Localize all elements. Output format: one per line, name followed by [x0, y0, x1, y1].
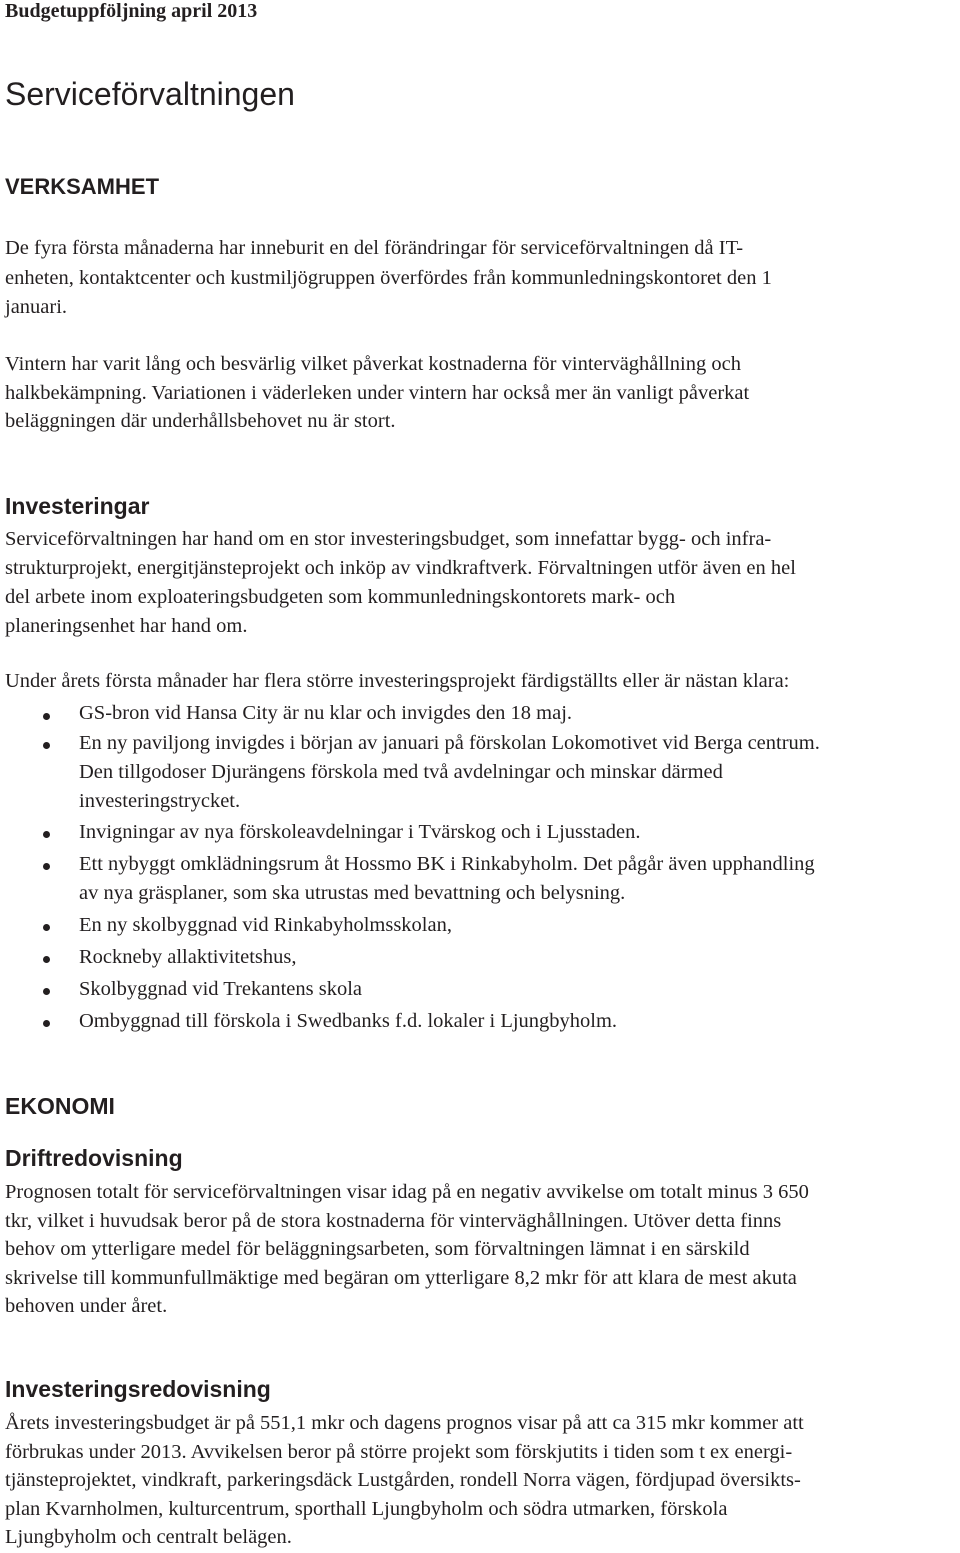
subheading-investeringsredovisning: Investeringsredovisning: [5, 1376, 271, 1402]
bullet-list-intro: Under årets första månader har flera större investeringsprojekt färdigställts eller är nästan klara:: [5, 670, 790, 692]
text-line: del arbete inom exploateringsbudgeten som kommunledningskontorets mark- och: [5, 586, 676, 608]
bullet-icon: [43, 988, 50, 995]
list-item-text: GS-bron vid Hansa City är nu klar och invigdes den 18 maj.: [79, 702, 573, 724]
list-item-text: av nya gräsplaner, som ska utrustas med bevattning och belysning.: [79, 882, 626, 904]
bullet-icon: [43, 1020, 50, 1027]
text-line: januari.: [5, 296, 68, 318]
bullet-icon: [43, 742, 50, 749]
text-line: De fyra första månaderna har inneburit en del förändringar för serviceförvaltningen då IT-: [5, 237, 744, 259]
text-line: behov om ytterligare medel för beläggningsarbeten, som förvaltningen lämnat i en särskild: [5, 1238, 750, 1260]
text-line: skrivelse till kommunfullmäktige med begäran om ytterligare 8,2 mkr för att klara de mest akuta: [5, 1267, 797, 1289]
section-heading-ekonomi: EKONOMI: [5, 1093, 115, 1119]
text-line: Serviceförvaltningen har hand om en stor investeringsbudget, som innefattar bygg- och infra-: [5, 528, 772, 550]
text-line: beläggningen där underhållsbehovet nu är stort.: [5, 410, 396, 432]
section-heading-investeringar: Investeringar: [5, 493, 150, 519]
page-title: Serviceförvaltningen: [5, 76, 295, 112]
bullet-icon: [43, 713, 50, 720]
text-line: planeringsenhet har hand om.: [5, 615, 248, 637]
list-item-text: Den tillgodoser Djurängens förskola med två avdelningar och minskar därmed: [79, 761, 723, 783]
text-line: Prognosen totalt för serviceförvaltningen visar idag på en negativ avvikelse om totalt minus 3 650: [5, 1181, 809, 1203]
text-line: Ljungbyholm och centralt belägen.: [5, 1526, 292, 1548]
text-line: tkr, vilket i huvudsak beror på de stora kostnaderna för vinterväghållningen. Utöver detta finns: [5, 1210, 782, 1232]
text-line: förbrukas under 2013. Avvikelsen beror på större projekt som förskjutits i tiden som t ex energi-: [5, 1441, 793, 1463]
list-item-text: Invigningar av nya förskoleavdelningar i Tvärskog och i Ljusstaden.: [79, 821, 641, 843]
list-item-text: Ombyggnad till förskola i Swedbanks f.d. lokaler i Ljungbyholm.: [79, 1010, 618, 1032]
list-item-text: investeringstrycket.: [79, 790, 241, 812]
text-line: enheten, kontaktcenter och kustmiljögruppen överfördes från kommunledningskontoret den 1: [5, 267, 772, 289]
list-item-text: Rockneby allaktivitetshus,: [79, 946, 297, 968]
text-line: Vintern har varit lång och besvärlig vilket påverkat kostnaderna för vinterväghållning och: [5, 353, 741, 375]
text-line: strukturprojekt, energitjänsteprojekt och inköp av vindkraftverk. Förvaltningen utför även en hel: [5, 557, 796, 579]
bullet-icon: [43, 831, 50, 838]
list-item-text: En ny paviljong invigdes i början av januari på förskolan Lokomotivet vid Berga centrum.: [79, 732, 820, 754]
text-line: halkbekämpning. Variationen i väderleken under vintern har också mer än vanligt påverkat: [5, 382, 750, 404]
subheading-driftredovisning: Driftredovisning: [5, 1145, 183, 1171]
bullet-icon: [43, 956, 50, 963]
text-line: tjänsteprojektet, vindkraft, parkeringsdäck Lustgården, rondell Norra vägen, fördjupad översikts-: [5, 1469, 801, 1491]
bullet-icon: [43, 924, 50, 931]
text-line: behoven under året.: [5, 1295, 168, 1317]
bullet-icon: [43, 863, 50, 870]
section-heading-verksamhet: VERKSAMHET: [5, 174, 160, 199]
list-item-text: En ny skolbyggnad vid Rinkabyholmsskolan,: [79, 914, 452, 936]
document-header: Budgetuppföljning april 2013: [5, 0, 258, 22]
list-item-text: Ett nybyggt omklädningsrum åt Hossmo BK i Rinkabyholm. Det pågår även upphandling: [79, 853, 815, 875]
list-item-text: Skolbyggnad vid Trekantens skola: [79, 978, 363, 1000]
text-line: plan Kvarnholmen, kulturcentrum, sporthall Ljungbyholm och södra utmarken, förskola: [5, 1498, 728, 1520]
text-line: Årets investeringsbudget är på 551,1 mkr och dagens prognos visar på att ca 315 mkr kommer att: [5, 1412, 804, 1434]
